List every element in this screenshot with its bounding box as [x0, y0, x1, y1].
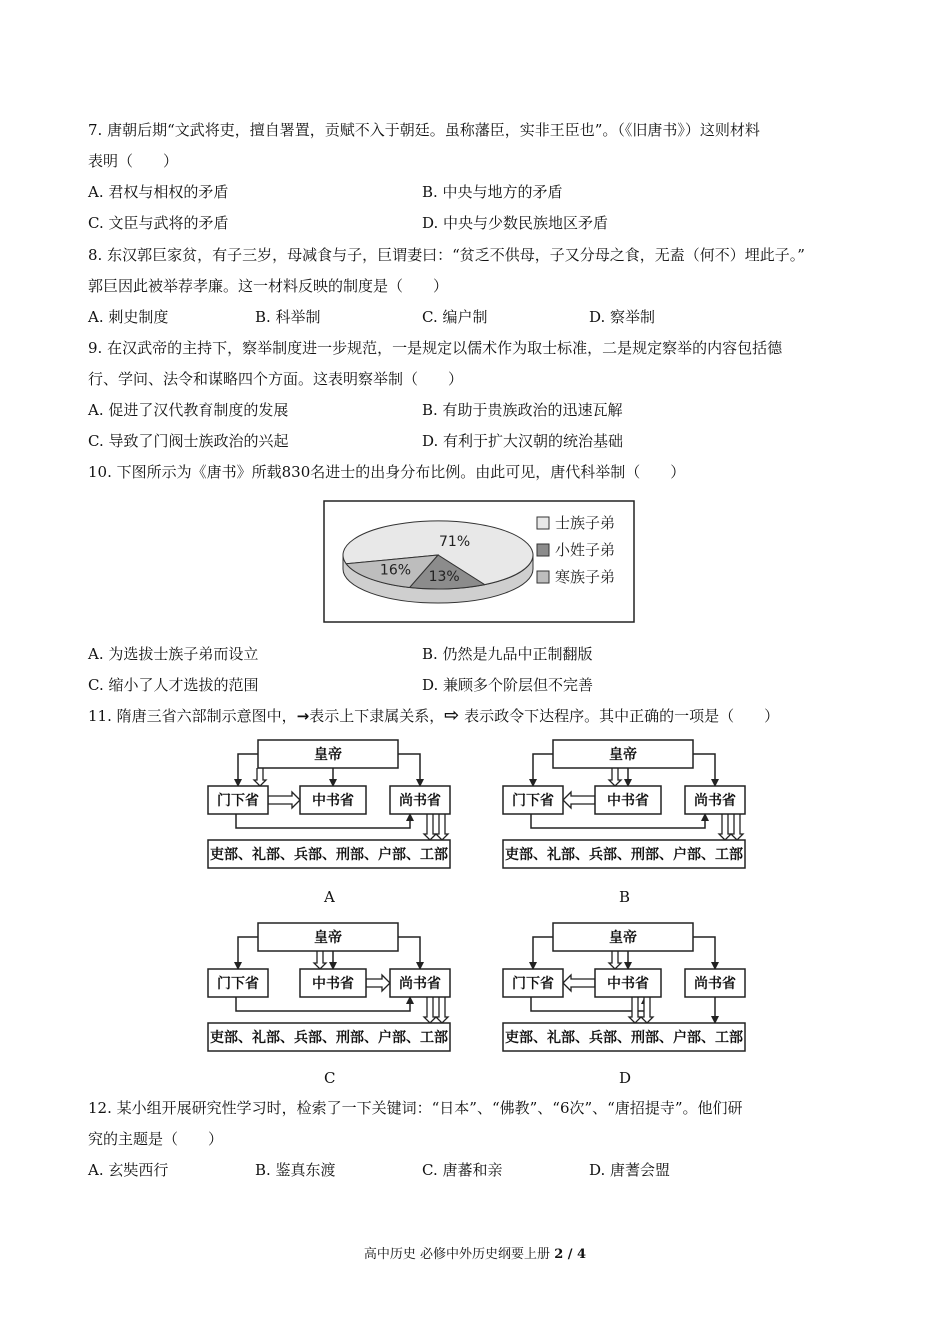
q7-option-a: A. 君权与相权的矛盾 — [88, 183, 229, 201]
q9-stem-line1: 9. 在汉武帝的主持下，察举制度进一步规范，一是规定以儒术作为取士标准，二是规定察举的内容包括德 — [88, 339, 783, 357]
q12-stem-line1: 12. 某小组开展研究性学习时，检索了一下关键词：“日本”、“佛教”、“6次”、“唐招提寺”。他们研 — [88, 1099, 743, 1117]
q10-option-c: C. 缩小了人才选拔的范围 — [88, 676, 259, 694]
diagram-a — [208, 740, 450, 868]
q9-option-c: C. 导致了门阀士族政治的兴起 — [88, 432, 289, 450]
q11-stem-part3: 表示政令下达程序。其中正确的一项是（ ） — [459, 707, 780, 725]
q12-option-d: D. 唐蓍会盟 — [589, 1161, 671, 1179]
q7-stem-line1: 7. 唐朝后期“文武将吏，擅自署置，贡赋不入于朝廷。虽称藩臣，实非王臣也”。（《旧唐书》）这则材料 — [88, 121, 760, 139]
diagram-d — [503, 923, 745, 1051]
legend-label-1: 小姓子弟 — [555, 541, 616, 559]
q12-stem-line2: 究的主题是（ ） — [88, 1130, 224, 1148]
diag-D-emperor-label: 皇帝 — [609, 930, 637, 946]
command-arrow-symbol: ⇨ — [444, 705, 460, 726]
diag-D-six-ministries-label: 吏部、礼部、兵部、刑部、户部、工部 — [505, 1030, 743, 1046]
pie-label-1: 13% — [428, 568, 460, 585]
q12-option-a: A. 玄奘西行 — [88, 1161, 169, 1179]
q11-stem-part1: 11. 隋唐三省六部制示意图中， — [88, 707, 297, 725]
diag-D-menxia-label: 门下省 — [512, 976, 554, 992]
diag-B-menxia-label: 门下省 — [512, 793, 554, 809]
diag-B-emperor-label: 皇帝 — [609, 747, 637, 763]
diag-C-shangshu-label: 尚书省 — [399, 976, 441, 992]
q8-option-c: C. 编户制 — [422, 308, 488, 326]
legend-label-0: 士族子弟 — [555, 514, 616, 532]
q10-stem: 10. 下图所示为《唐书》所载830名进士的出身分布比例。由此可见，唐代科举制（ ） — [88, 463, 686, 481]
q7-option-b: B. 中央与地方的矛盾 — [422, 183, 563, 201]
q8-option-d: D. 察举制 — [589, 308, 656, 326]
q8-stem-line2: 郭巨因此被举荐孝廉。这一材料反映的制度是（ ） — [88, 277, 449, 295]
q9-option-b: B. 有助于贵族政治的迅速瓦解 — [422, 401, 623, 419]
q7-option-d: D. 中央与少数民族地区矛盾 — [422, 214, 609, 232]
diag-B-zhongshu-label: 中书省 — [607, 793, 649, 809]
diagram-b-caption: B — [619, 888, 631, 906]
diag-C-six-ministries-label: 吏部、礼部、兵部、刑部、户部、工部 — [210, 1030, 448, 1046]
diag-B-shangshu-label: 尚书省 — [694, 793, 736, 809]
diag-C-emperor-label: 皇帝 — [314, 930, 342, 946]
page-footer — [0, 1246, 950, 1264]
q7-stem-line2: 表明（ ） — [88, 152, 179, 170]
footer-text: 高中历史 必修中外历史纲要上册 — [363, 1247, 555, 1262]
q8-option-a: A. 刺史制度 — [88, 308, 169, 326]
diag-B-six-ministries-label: 吏部、礼部、兵部、刑部、户部、工部 — [505, 847, 743, 863]
pie-label-0: 71% — [439, 533, 471, 550]
diagram-d-caption: D — [619, 1069, 632, 1087]
page-number: 2 / 4 — [554, 1247, 587, 1262]
diag-A-zhongshu-label: 中书省 — [312, 793, 354, 809]
diag-A-menxia-label: 门下省 — [217, 793, 259, 809]
q9-option-a: A. 促进了汉代教育制度的发展 — [88, 401, 289, 419]
diag-D-zhongshu-label: 中书省 — [607, 976, 649, 992]
pie-label-2: 16% — [379, 562, 412, 579]
legend-label-2: 寒族子弟 — [555, 568, 616, 586]
diag-D-shangshu-label: 尚书省 — [694, 976, 736, 992]
diag-A-emperor-label: 皇帝 — [314, 747, 342, 763]
q10-option-b: B. 仍然是九品中正制翻版 — [422, 645, 593, 663]
q12-option-c: C. 唐蕃和亲 — [422, 1161, 503, 1179]
q10-option-a: A. 为选拔士族子弟而设立 — [88, 645, 259, 663]
q7-option-c: C. 文臣与武将的矛盾 — [88, 214, 229, 232]
diagram-b — [503, 740, 745, 868]
q8-option-b: B. 科举制 — [255, 308, 321, 326]
hierarchy-arrow-symbol: → — [296, 707, 310, 725]
diag-C-zhongshu-label: 中书省 — [312, 976, 354, 992]
diagram-c — [208, 923, 450, 1051]
diag-A-shangshu-label: 尚书省 — [399, 793, 441, 809]
q12-option-b: B. 鉴真东渡 — [255, 1161, 336, 1179]
diag-C-menxia-label: 门下省 — [217, 976, 259, 992]
diagram-c-caption: C — [324, 1069, 336, 1087]
q10-option-d: D. 兼顾多个阶层但不完善 — [422, 676, 594, 694]
diagram-a-caption: A — [324, 888, 335, 906]
q11-stem-part2: 表示上下隶属关系， — [309, 707, 445, 725]
diag-A-six-ministries-label: 吏部、礼部、兵部、刑部、户部、工部 — [210, 847, 448, 863]
q9-stem-line2: 行、学问、法令和谋略四个方面。这表明察举制（ ） — [88, 370, 464, 388]
q8-stem-line1: 8. 东汉郭巨家贫，有子三岁，母减食与子，巨谓妻曰：“贫乏不供母，子又分母之食，无盍（何不）埋此子。” — [88, 246, 805, 264]
q9-option-d: D. 有利于扩大汉朝的统治基础 — [422, 432, 624, 450]
